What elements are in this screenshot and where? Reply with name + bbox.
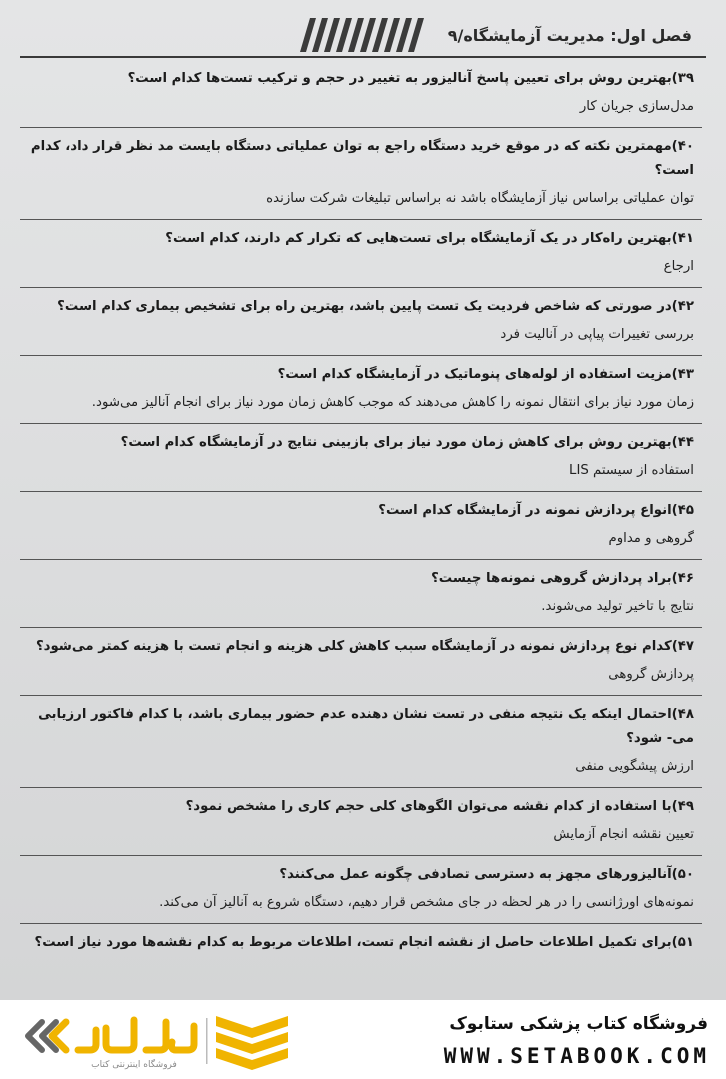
- qa-item: [20, 696, 702, 788]
- setabook-logo[interactable]: [16, 1008, 296, 1072]
- header-divider: [20, 56, 706, 58]
- logo-wordmark: [38, 1020, 194, 1050]
- question-text: ۴۹)با استفاده از کدام نقشه می‌توان الگوهای کلی حجم کاری را مشخص نمود؟: [185, 799, 694, 814]
- qa-item: [20, 424, 702, 492]
- answer-text: تعیین نقشه انجام آزمایش: [553, 827, 694, 842]
- qa-list: [20, 60, 702, 966]
- answer-text: مدل‌سازی جریان کار: [579, 99, 694, 114]
- page-header: [0, 0, 726, 58]
- question-text: ۴۲)در صورتی که شاخص فردیت یک تست پایین باشد، بهترین راه برای تشخیص بیماری کدام است؟: [57, 299, 694, 314]
- shop-url-link[interactable]: WWW.SETABOOK.COM: [443, 1044, 710, 1068]
- answer-text: زمان مورد نیاز برای انتقال نمونه را کاهش می‌دهند که موجب کاهش زمان مورد نیاز برای انجام آنالیز می‌شود.: [91, 395, 694, 410]
- qa-item: [20, 356, 702, 424]
- qa-item: [20, 288, 702, 356]
- question-text: ۴۴)بهترین روش برای کاهش زمان مورد نیاز برای بازبینی نتایج در آزمایشگاه کدام است؟: [120, 435, 694, 450]
- answer-text: گروهی و مداوم: [608, 531, 694, 546]
- footer-banner: [0, 1000, 726, 1079]
- question-text: ۴۵)انواع پردازش نمونه در آزمایشگاه کدام است؟: [378, 503, 694, 518]
- header-stripes-decoration: [290, 18, 440, 52]
- answer-text: پردازش گروهی: [608, 667, 694, 682]
- question-text: ۵۱)برای تکمیل اطلاعات حاصل از نقشه انجام تست، اطلاعات مربوط به کدام نقشه‌ها مورد نیاز است؟: [34, 935, 694, 950]
- answer-text: بررسی تغییرات پیاپی در آنالیت فرد: [500, 327, 694, 342]
- question-text: ۴۷)کدام نوع پردازش نمونه در آزمایشگاه سبب کاهش کلی هزینه و انجام تست با هزینه کمتر می‌شود؟: [35, 639, 694, 654]
- chapter-title: فصل اول: مدیریت آزمایشگاه/۹: [447, 26, 692, 45]
- question-text: ۴۳)مزیت استفاده از لوله‌های پنوماتیک در آزمایشگاه کدام است؟: [277, 367, 694, 382]
- answer-text: استفاده از سیستم LIS: [569, 463, 694, 478]
- question-text: ۳۹)بهترین روش برای تعیین پاسخ آنالیزور به تغییر در حجم و ترکیب تست‌ها کدام است؟: [127, 71, 694, 86]
- question-text: ۵۰)آنالیزورهای مجهز به دسترسی تصادفی چگونه عمل می‌کنند؟: [279, 867, 694, 882]
- qa-item: [20, 560, 702, 628]
- qa-item: [20, 856, 702, 924]
- question-text: ۴۸)احتمال اینکه یک نتیجه منفی در تست نشان دهنده عدم حضور بیماری باشد، با کدام فاکتور ارزیابی می- شود؟: [38, 707, 694, 746]
- answer-text: توان عملیاتی براساس نیاز آزمایشگاه باشد نه براساس تبلیغات شرکت سازنده: [266, 191, 694, 206]
- qa-item: [20, 924, 702, 966]
- question-text: ۴۰)مهمترین نکته که در موقع خرید دستگاه راجع به توان عملیاتی دستگاه بایست مد نظر قرار داد، کدام است؟: [30, 139, 694, 178]
- answer-text: نمونه‌های اورژانسی را در هر لحظه در جای مشخص قرار دهیم، دستگاه شروع به آنالیز آن می‌کند.: [159, 895, 694, 910]
- logo-chevrons-icon: [216, 1016, 288, 1070]
- qa-item: [20, 220, 702, 288]
- qa-item: [20, 628, 702, 696]
- qa-item: [20, 128, 702, 220]
- question-text: ۴۱)بهترین راه‌کار در یک آزمایشگاه برای تست‌هایی که تکرار کم دارند، کدام است؟: [165, 231, 694, 246]
- answer-text: ارجاع: [663, 259, 694, 274]
- qa-item: [20, 788, 702, 856]
- question-text: ۴۶)براد پردازش گروهی نمونه‌ها چیست؟: [431, 571, 694, 586]
- answer-text: نتایج با تاخیر تولید می‌شوند.: [541, 599, 694, 614]
- logo-tagline: فروشگاه اینترنتی کتاب: [91, 1060, 177, 1070]
- qa-item: [20, 492, 702, 560]
- answer-text: ارزش پیشگویی منفی: [575, 759, 694, 774]
- shop-name: فروشگاه کتاب پزشکی ستابوک: [449, 1014, 708, 1034]
- qa-item: [20, 60, 702, 128]
